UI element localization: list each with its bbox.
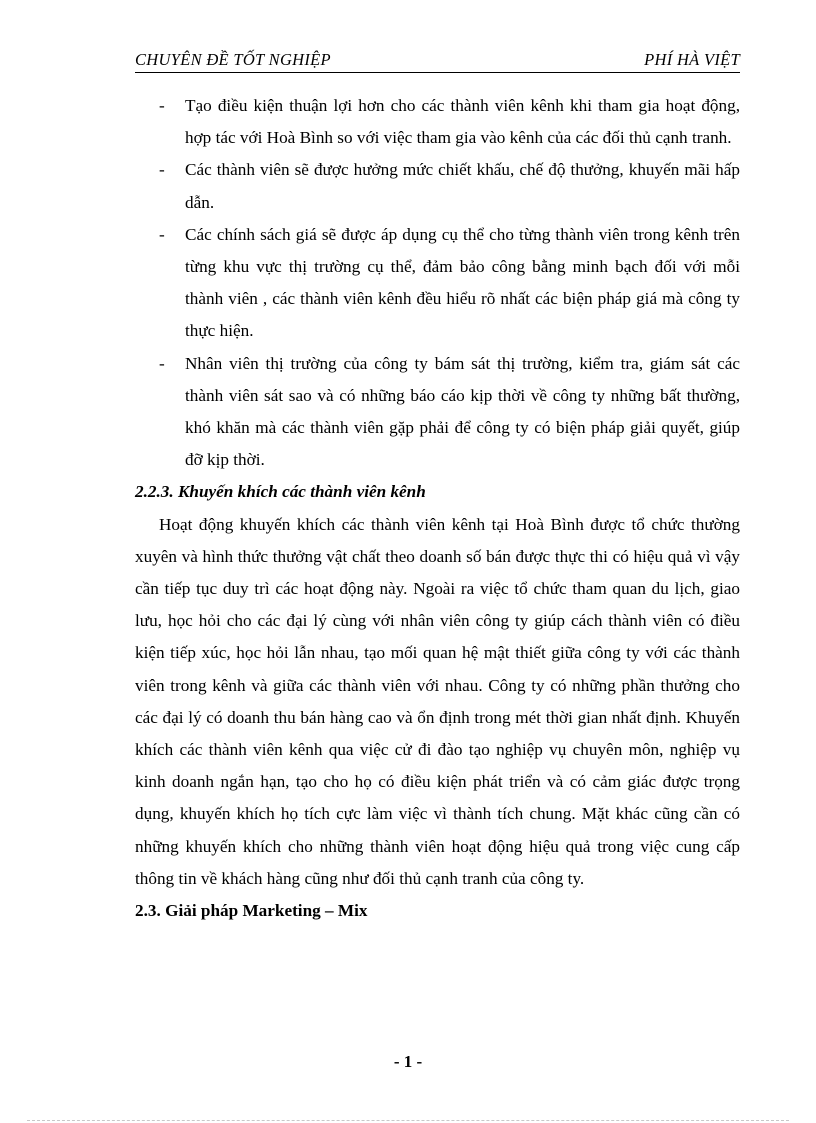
bullet-text: Các chính sách giá sẽ được áp dụng cụ thể cho từng thành viên trong kênh trên từng khu vực thị trường cụ thể, đảm bảo công bằng minh bạch đối với mỗi thành viên , các thành viên kênh đều hiểu rõ nhất các biện pháp giá mà công ty thực hiện. [185,224,740,341]
bullet-item [135,348,740,477]
bullet-mark: - [159,224,165,244]
bullet-text: Tạo điều kiện thuận lợi hơn cho các thành viên kênh khi tham gia hoạt động, hợp tác với Hoà Bình so với việc tham gia vào kênh của các đối thủ cạnh tranh. [185,96,740,148]
bullet-mark: - [159,96,165,115]
section-heading-2-2-3: 2.2.3. Khuyến khích các thành viên kênh [135,482,426,502]
header-author: PHÍ HÀ VIỆT [644,50,740,69]
bullet-item [135,90,740,154]
section-heading-2-3: 2.3. Giải pháp Marketing – Mix [135,901,368,921]
bullet-mark: - [159,160,165,180]
bullet-item [135,154,740,218]
document-body [135,90,740,927]
bullet-item [135,219,740,348]
section-paragraph: Hoạt động khuyến khích các thành viên kênh tại Hoà Bình được tổ chức thường xuyên và hình thức thưởng vật chất theo doanh số bán được thực thi có hiệu quả vì vậy cần tiếp tục duy trì các hoạt động này. Ngoài ra việc tổ chức tham quan du lịch, giao lưu, học hỏi cho các đại lý cùng với nhân viên công ty giúp cách thành viên có điều kiện tiếp xúc, học hỏi lẫn nhau, tạo mối quan hệ mật thiết giữa công ty với các thành viên trong kênh và giữa các thành viên với nhau. Công ty có những phần thưởng cho các đại lý có doanh thu bán hàng cao và ổn định trong mét thời gian nhất định. Khuyến khích các thành viên kênh qua việc cử đi đào tạo nghiệp vụ chuyên môn, nghiệp vụ kinh doanh ngắn hạn, tạo cho họ có điều kiện phát triển và có cảm giác được trọng dụng, khuyến khích họ tích cực làm việc vì thành tích chung. Mặt khác cũng cần có những khuyến khích cho những thành viên hoạt động hiệu quả trong việc cung cấp thông tin về khách hàng cũng như đối thủ cạnh tranh của công ty. [135,514,740,888]
page-header [135,50,740,73]
page-number: - 1 - [393,1052,423,1071]
bullet-text: Các thành viên sẽ được hưởng mức chiết khấu, chế độ thưởng, khuyến mãi hấp dẫn. [185,160,740,212]
bullet-mark: - [159,353,165,373]
page-break-rule [27,1120,789,1121]
bullet-text: Nhân viên thị trường của công ty bám sát thị trường, kiểm tra, giám sát các thành viên sát sao và có những báo cáo kịp thời về công ty những bất thường, khó khăn mà các thành viên gặp phải để công ty có biện pháp giải quyết, giúp đỡ kịp thời. [185,353,740,470]
header-title: CHUYÊN ĐỀ TỐT NGHIỆP [135,50,331,69]
